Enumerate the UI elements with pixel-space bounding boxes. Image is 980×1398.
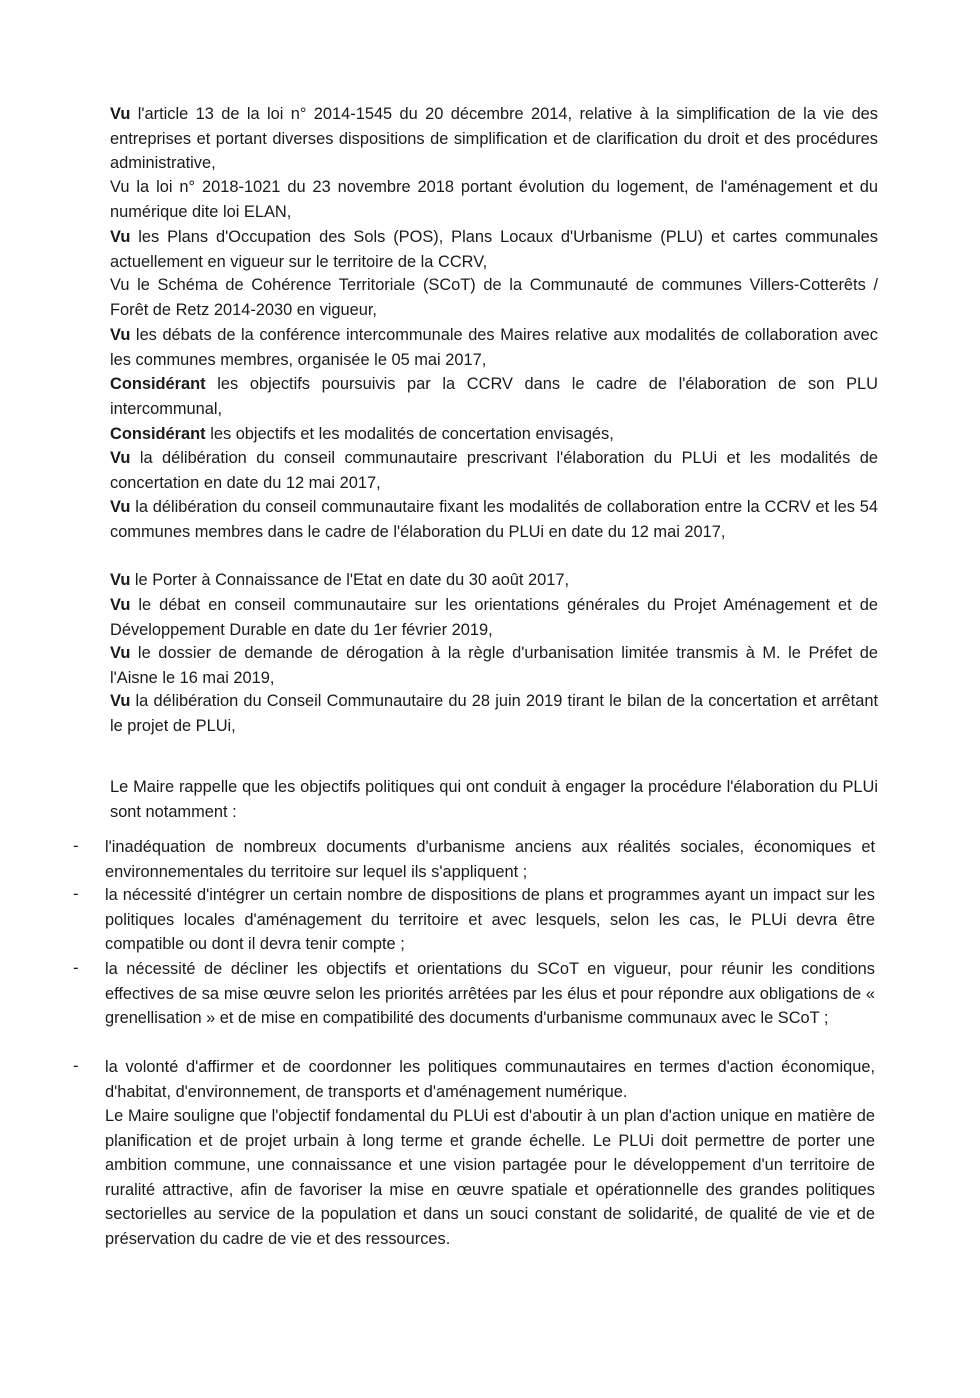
list-item-2: la nécessité d'intégrer un certain nombre de dispositions de plans et programmes ayant un impact sur les politiques locales d'aménagement du territoire et avec lesquels, selon les cas, le PLUi devra être compatible ou dont il devra tenir compte ;: [105, 886, 875, 953]
paragraph-vu-1: Vu l'article 13 de la loi n° 2014-1545 du 20 décembre 2014, relative à la simplification de la vie des entreprises et portant diverses dispositions de simplification et de clarification du droit et des procédures administrative,: [110, 105, 878, 172]
bullet-dash: -: [73, 1057, 79, 1075]
paragraph-vu-6: Vu la délibération du conseil communautaire prescrivant l'élaboration du PLUi et les modalités de concertation en date du 12 mai 2017,: [110, 449, 878, 492]
paragraph-maire-souligne: Le Maire souligne que l'objectif fondamental du PLUi est d'aboutir à un plan d'action unique en matière de planification et de projet urbain à long terme et grande échelle. Le PLUi doit permettre de porter une ambition commune, une connaissance et une vision partagée pour le développement d'un territoire de ruralité attractive, afin de favoriser la mise en œuvre spatiale et opérationnelle des grandes politiques sectorielles au service de la population et dans un souci constant de solidarité, de qualité de vie et de préservation du cadre de vie et des ressources.: [105, 1107, 875, 1248]
list-item-4: la volonté d'affirmer et de coordonner les politiques communautaires en termes d'action économique, d'habitat, d'environnement, de transports et d'aménagement numérique.: [105, 1058, 875, 1101]
list-item-1: l'inadéquation de nombreux documents d'urbanisme anciens aux réalités sociales, économiques et environnementales du territoire sur lequel ils s'appliquent ;: [105, 838, 875, 881]
paragraph-vu-8: Vu le Porter à Connaissance de l'Etat en date du 30 août 2017,: [110, 571, 570, 589]
list-item-3: la nécessité de décliner les objectifs et orientations du SCoT en vigueur, pour réunir les conditions effectives de sa mise œuvre selon les priorités arrêtées par les élus et pour répondre aux obligations de « grenellisation » et de mise en compatibilité des documents d'urbanisme communaux avec le SCoT ;: [105, 960, 875, 1027]
paragraph-vu-11: Vu la délibération du Conseil Communautaire du 28 juin 2019 tirant le bilan de la concertation et arrêtant le projet de PLUi,: [110, 692, 878, 735]
paragraph-vu-3: Vu les Plans d'Occupation des Sols (POS), Plans Locaux d'Urbanisme (PLU) et cartes communales actuellement en vigueur sur le territoire de la CCRV,: [110, 228, 878, 271]
paragraph-vu-10: Vu le dossier de demande de dérogation à la règle d'urbanisation limitée transmis à M. le Préfet de l'Aisne le 16 mai 2019,: [110, 644, 878, 687]
paragraph-vu-7: Vu la délibération du conseil communautaire fixant les modalités de collaboration entre la CCRV et les 54 communes membres dans le cadre de l'élaboration du PLUi en date du 12 mai 2017,: [110, 498, 878, 541]
paragraph-vu-2: Vu la loi n° 2018-1021 du 23 novembre 2018 portant évolution du logement, de l'aménagement et du numérique dite loi ELAN,: [110, 178, 878, 221]
paragraph-vu-5: Vu les débats de la conférence intercommunale des Maires relative aux modalités de collaboration avec les communes membres, organisée le 05 mai 2017,: [110, 326, 878, 369]
paragraph-maire-rappelle: Le Maire rappelle que les objectifs politiques qui ont conduit à engager la procédure l'élaboration du PLUi sont notamment :: [110, 778, 878, 821]
bullet-dash: -: [73, 959, 79, 977]
paragraph-vu-9: Vu le débat en conseil communautaire sur les orientations générales du Projet Aménagement et de Développement Durable en date du 1er février 2019,: [110, 596, 878, 639]
bullet-dash: -: [73, 837, 79, 855]
bullet-dash: -: [73, 885, 79, 903]
paragraph-considerant-2: Considérant les objectifs et les modalités de concertation envisagés,: [110, 425, 614, 443]
paragraph-considerant-1: Considérant les objectifs poursuivis par la CCRV dans le cadre de l'élaboration de son PLU intercommunal,: [110, 375, 878, 418]
paragraph-vu-4: Vu le Schéma de Cohérence Territoriale (SCoT) de la Communauté de communes Villers-Cotterêts / Forêt de Retz 2014-2030 en vigueur,: [110, 276, 878, 319]
